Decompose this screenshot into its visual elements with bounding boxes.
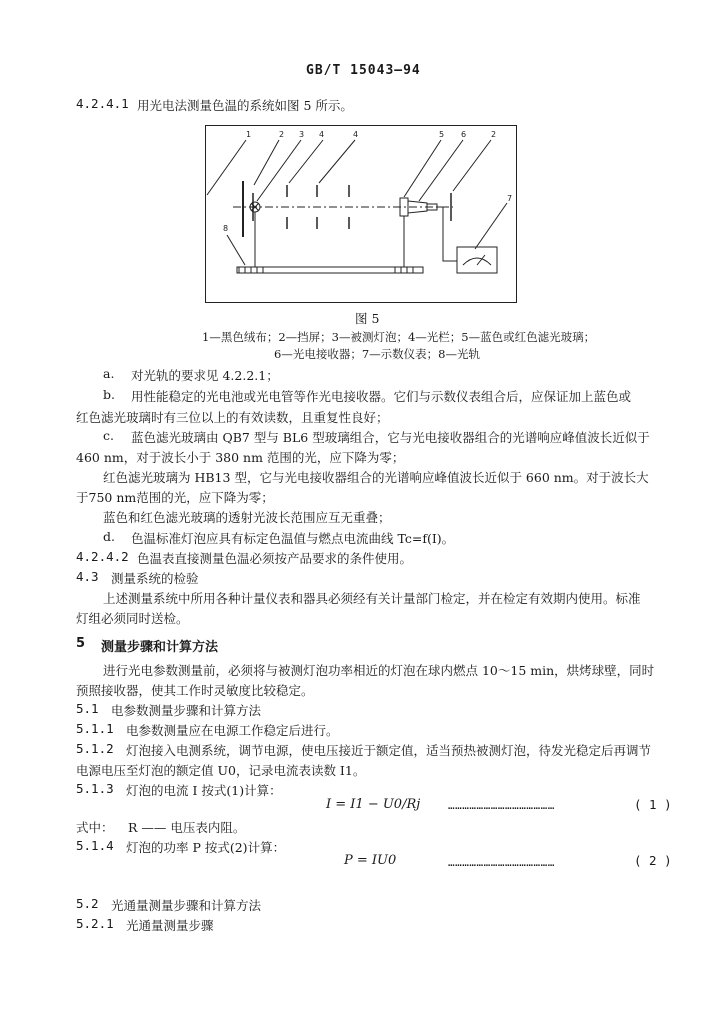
item-b-line-1: 用性能稳定的光电池或光电管等作光电接收器。它们与示数仪表组合后，应保证加上蓝色或	[131, 389, 632, 404]
figure-5-diagram	[205, 125, 517, 303]
equation-number-1: ( 1 )	[634, 797, 672, 812]
meter-box	[457, 247, 497, 273]
callout-1: 1	[246, 130, 252, 139]
callout-2b: 2	[491, 130, 497, 139]
section-5-1-2-line-1: 灯泡接入电测系统，调节电源，使电压接近于额定值，适当预热被测灯泡，待发光稳定后再调节	[126, 743, 652, 758]
item-b-line-2: 红色滤光玻璃时有三位以上的有效读数，且重复性良好；	[76, 410, 389, 425]
figure-frame	[206, 126, 517, 303]
item-a-label: a.	[103, 366, 115, 381]
section-number-5-1-3: 5.1.3	[76, 781, 114, 796]
section-text-4-2-4-1: 用光电法测量色温的系统如图 5 所示。	[137, 98, 353, 113]
where-label: 式中：	[76, 820, 114, 835]
section-number-4-3: 4.3	[76, 569, 99, 584]
section-title-4-3: 测量系统的检验	[111, 571, 199, 586]
callout-2: 2	[279, 130, 285, 139]
section-number-5-1-2: 5.1.2	[76, 741, 114, 756]
section-5-1-2-line-2: 电源电压至灯泡的额定值 U0，记录电流表读数 I1。	[76, 763, 366, 778]
section-5-line-2: 预照接收器，使其工作时灵敏度比较稳定。	[76, 683, 314, 698]
item-c-line-3: 红色滤光玻璃为 HB13 型，它与光电接收器组合的光谱响应峰值波长近似于 660 nm。对于波长大	[103, 470, 649, 485]
equation-number-2: ( 2 )	[634, 853, 672, 868]
section-text-5-1-4: 灯泡的功率 P 按式(2)计算：	[126, 840, 286, 855]
section-number-5-2: 5.2	[76, 896, 99, 911]
section-title-5-1: 电参数测量步骤和计算方法	[111, 703, 262, 718]
section-number-5-2-1: 5.2.1	[76, 916, 114, 931]
section-text-4-2-4-2: 色温表直接测量色温必须按产品要求的条件使用。	[137, 551, 413, 566]
callout-4b: 4	[353, 130, 359, 139]
formula-1: I = I1 − U0/Rj	[326, 797, 421, 812]
formula-2-leader-dots: ………………………………………	[448, 856, 555, 869]
section-4-3-line-1: 上述测量系统中所用各种计量仪表和器具必须经有关计量部门检定，并在检定有效期内使用。标准	[103, 591, 641, 606]
item-d-label: d.	[103, 529, 115, 544]
section-title-5: 测量步骤和计算方法	[101, 640, 219, 655]
item-c-line-1: 蓝色滤光玻璃由 QB7 型与 BL6 型玻璃组合，它与光电接收器组合的光谱响应峰值波长近似于	[131, 430, 650, 445]
item-b-label: b.	[103, 387, 115, 402]
section-number-5-1-4: 5.1.4	[76, 838, 114, 853]
callout-6: 6	[461, 130, 467, 139]
section-5-line-1: 进行光电参数测量前，必须将与被测灯泡功率相近的灯泡在球内燃点 10～15 min，烘烤球壁，同时	[103, 663, 655, 678]
callout-8: 8	[223, 224, 229, 233]
item-c-line-5: 蓝色和红色滤光玻璃的透射光波长范围应互无重叠；	[103, 510, 391, 525]
section-number-4-2-4-1: 4.2.4.1	[76, 96, 129, 111]
section-number-5: 5	[76, 636, 86, 651]
formula-2: P = IU0	[344, 853, 397, 868]
item-d-text: 色温标准灯泡应具有标定色温值与燃点电流曲线 Tc=f(I)。	[131, 531, 455, 546]
item-c-line-4: 于750 nm范围的光，应下降为零；	[76, 490, 274, 505]
item-a-text: 对光轨的要求见 4.2.2.1；	[131, 368, 279, 383]
callout-4a: 4	[319, 130, 325, 139]
section-text-5-1-3: 灯泡的电流 I 按式(1)计算：	[126, 783, 282, 798]
section-title-5-2: 光通量测量步骤和计算方法	[111, 898, 262, 913]
item-c-line-2: 460 nm，对于波长小于 380 nm 范围的光，应下降为零；	[76, 450, 405, 465]
section-number-4-2-4-2: 4.2.4.2	[76, 549, 129, 564]
callout-7: 7	[507, 194, 513, 203]
formula-1-leader-dots: ………………………………………	[448, 799, 555, 812]
figure-caption: 图 5	[355, 311, 380, 326]
item-c-label: c.	[103, 428, 114, 443]
section-title-5-2-1: 光通量测量步骤	[126, 918, 214, 933]
figure-legend-line-2: 6—光电接收器；7—示数仪表；8—光轨	[274, 347, 480, 361]
page-header-standard-number: GB/T 15043—94	[306, 63, 421, 78]
section-number-5-1-1: 5.1.1	[76, 721, 114, 736]
callout-3: 3	[299, 130, 305, 139]
where-text: R —— 电压表内阻。	[128, 820, 246, 835]
section-4-3-line-2: 灯组必须同时送检。	[76, 611, 189, 626]
figure-legend-line-1: 1—黑色绒布；2—挡屏；3—被测灯泡；4—光栏；5—蓝色或红色滤光玻璃；	[202, 330, 596, 344]
section-number-5-1: 5.1	[76, 701, 99, 716]
section-text-5-1-1: 电参数测量应在电源工作稳定后进行。	[126, 723, 339, 738]
callout-5: 5	[439, 130, 445, 139]
